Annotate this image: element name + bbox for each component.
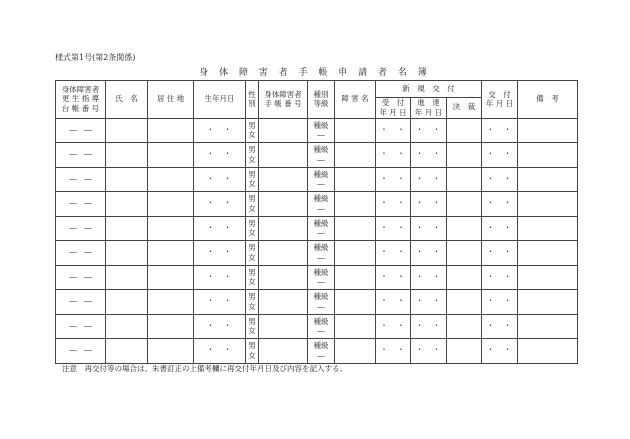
issued-date-cell[interactable]: ・ ・ [482,290,518,315]
decision-cell[interactable] [447,192,482,217]
grade-level-dash: ― [317,203,325,213]
header-decision: 決 裁 [447,98,482,119]
female-option[interactable]: 女 [248,252,256,262]
ledger-cell[interactable]: ― ― [56,241,106,266]
ledger-cell[interactable]: ― ― [56,143,106,168]
applicant-register-table [55,80,578,364]
remarks-cell[interactable] [518,143,578,168]
address-cell[interactable] [148,143,194,168]
dispatched-date-cell[interactable]: ・ ・ [411,216,447,241]
handbook-number-cell[interactable] [259,314,308,339]
grade-level-dash: ― [317,277,325,287]
sex-cell [246,339,259,364]
dispatched-date-cell[interactable]: ・ ・ [411,241,447,266]
table-row [56,339,578,364]
header-new-issue: 新 規 交 付 [376,81,482,98]
disability-cell[interactable] [335,216,376,241]
grade-cell [308,241,335,266]
received-date-cell[interactable]: ・ ・ [376,339,411,364]
ledger-cell[interactable]: ― ― [56,339,106,364]
table-row [56,192,578,217]
male-option[interactable]: 男 [248,341,256,351]
female-option[interactable]: 女 [248,203,256,213]
dispatched-date-cell[interactable]: ・ ・ [411,143,447,168]
handbook-number-cell[interactable] [259,265,308,290]
table-row [56,216,578,241]
address-cell[interactable] [148,265,194,290]
disability-cell[interactable] [335,143,376,168]
disability-cell[interactable] [335,339,376,364]
disability-cell[interactable] [335,192,376,217]
header-birthdate: 生年月日 [194,81,246,119]
address-cell[interactable] [148,339,194,364]
address-cell[interactable] [148,192,194,217]
sex-cell [246,241,259,266]
page-title: 身 体 障 害 者 手 帳 申 請 者 名 簿 [199,68,431,78]
grade-cell [308,118,335,143]
table-row [56,118,578,143]
female-option[interactable]: 女 [248,179,256,189]
birthdate-cell[interactable]: ・ ・ [194,314,246,339]
issued-date-cell[interactable]: ・ ・ [482,192,518,217]
disability-cell[interactable] [335,290,376,315]
handbook-number-cell[interactable] [259,167,308,192]
issued-date-cell[interactable]: ・ ・ [482,339,518,364]
name-cell[interactable] [106,339,148,364]
ledger-cell[interactable]: ― ― [56,118,106,143]
female-option[interactable]: 女 [248,326,256,336]
disability-cell[interactable] [335,241,376,266]
name-cell[interactable] [106,241,148,266]
grade-level-dash: ― [317,154,325,164]
ledger-cell[interactable]: ― ― [56,265,106,290]
name-cell[interactable] [106,216,148,241]
ledger-cell[interactable]: ― ― [56,192,106,217]
grade-level-dash: ― [317,130,325,140]
grade-level-dash: ― [317,179,325,189]
grade-cell [308,265,335,290]
remarks-cell[interactable] [518,216,578,241]
grade-cell [308,143,335,168]
sex-cell [246,167,259,192]
table-row [56,314,578,339]
male-option[interactable]: 男 [248,120,256,130]
header-name: 氏 名 [106,81,148,119]
remarks-cell[interactable] [518,265,578,290]
received-date-cell[interactable]: ・ ・ [376,290,411,315]
table-row [56,241,578,266]
dispatched-date-cell[interactable]: ・ ・ [411,118,447,143]
grade-cell [308,290,335,315]
sex-cell [246,192,259,217]
dispatched-date-cell[interactable]: ・ ・ [411,192,447,217]
dispatched-date-cell[interactable]: ・ ・ [411,339,447,364]
male-option[interactable]: 男 [248,316,256,326]
decision-cell[interactable] [447,290,482,315]
received-date-cell[interactable]: ・ ・ [376,143,411,168]
table-row [56,290,578,315]
handbook-number-cell[interactable] [259,290,308,315]
female-option[interactable]: 女 [248,130,256,140]
grade-cell [308,314,335,339]
remarks-cell[interactable] [518,314,578,339]
grade-type-label: 種級 [313,267,329,277]
header-address: 居 住 地 [148,81,194,119]
handbook-number-cell[interactable] [259,339,308,364]
sex-cell [246,290,259,315]
dispatched-date-cell[interactable]: ・ ・ [411,314,447,339]
issued-date-cell[interactable]: ・ ・ [482,118,518,143]
received-date-cell[interactable]: ・ ・ [376,265,411,290]
grade-cell [308,192,335,217]
disability-cell[interactable] [335,314,376,339]
grade-type-label: 種級 [313,316,329,326]
ledger-cell[interactable]: ― ― [56,290,106,315]
male-option[interactable]: 男 [248,169,256,179]
female-option[interactable]: 女 [248,277,256,287]
address-cell[interactable] [148,216,194,241]
decision-cell[interactable] [447,241,482,266]
table-row [56,143,578,168]
male-option[interactable]: 男 [248,145,256,155]
decision-cell[interactable] [447,216,482,241]
birthdate-cell[interactable]: ・ ・ [194,118,246,143]
grade-cell [308,167,335,192]
decision-cell[interactable] [447,265,482,290]
name-cell[interactable] [106,167,148,192]
issued-date-cell[interactable]: ・ ・ [482,216,518,241]
header-grade: 種別 等級 [308,81,335,119]
address-cell[interactable] [148,290,194,315]
handbook-number-cell[interactable] [259,143,308,168]
received-date-cell[interactable]: ・ ・ [376,167,411,192]
name-cell[interactable] [106,118,148,143]
birthdate-cell[interactable]: ・ ・ [194,265,246,290]
male-option[interactable]: 男 [248,194,256,204]
grade-type-label: 種級 [313,341,329,351]
grade-type-label: 種級 [313,218,329,228]
disability-cell[interactable] [335,167,376,192]
male-option[interactable]: 男 [248,218,256,228]
grade-type-label: 種級 [313,194,329,204]
handbook-number-cell[interactable] [259,118,308,143]
female-option[interactable]: 女 [248,228,256,238]
ledger-cell[interactable]: ― ― [56,314,106,339]
header-remarks: 備 考 [518,81,578,119]
decision-cell[interactable] [447,118,482,143]
header-issued-date: 交 付 年 月 日 [482,81,518,119]
remarks-cell[interactable] [518,290,578,315]
male-option[interactable]: 男 [248,292,256,302]
register-rows [56,118,578,363]
birthdate-cell[interactable]: ・ ・ [194,290,246,315]
birthdate-cell[interactable]: ・ ・ [194,241,246,266]
header-disability-name: 障 害 名 [335,81,376,119]
sex-cell [246,143,259,168]
received-date-cell[interactable]: ・ ・ [376,314,411,339]
decision-cell[interactable] [447,314,482,339]
received-date-cell[interactable]: ・ ・ [376,192,411,217]
table-row [56,265,578,290]
remarks-cell[interactable] [518,339,578,364]
issued-date-cell[interactable]: ・ ・ [482,265,518,290]
birthdate-cell[interactable]: ・ ・ [194,216,246,241]
name-cell[interactable] [106,290,148,315]
grade-type-label: 種級 [313,243,329,253]
dispatched-date-cell[interactable]: ・ ・ [411,167,447,192]
address-cell[interactable] [148,118,194,143]
decision-cell[interactable] [447,143,482,168]
disability-cell[interactable] [335,265,376,290]
disability-cell[interactable] [335,118,376,143]
grade-type-label: 種級 [313,169,329,179]
decision-cell[interactable] [447,339,482,364]
birthdate-cell[interactable]: ・ ・ [194,339,246,364]
birthdate-cell[interactable]: ・ ・ [194,167,246,192]
sex-cell [246,216,259,241]
grade-level-dash: ― [317,301,325,311]
address-cell[interactable] [148,314,194,339]
ledger-cell[interactable]: ― ― [56,216,106,241]
header-sex: 性 別 [246,81,259,119]
handbook-number-cell[interactable] [259,192,308,217]
male-option[interactable]: 男 [248,267,256,277]
grade-level-dash: ― [317,350,325,360]
sex-cell [246,314,259,339]
grade-cell [308,216,335,241]
sex-cell [246,265,259,290]
received-date-cell[interactable]: ・ ・ [376,118,411,143]
form-number-label: 様式第1号(第2条関係) [55,53,136,62]
ledger-cell[interactable]: ― ― [56,167,106,192]
female-option[interactable]: 女 [248,301,256,311]
address-cell[interactable] [148,167,194,192]
remarks-cell[interactable] [518,192,578,217]
remarks-cell[interactable] [518,241,578,266]
dispatched-date-cell[interactable]: ・ ・ [411,290,447,315]
grade-level-dash: ― [317,228,325,238]
header-handbook-number: 身体障害者 手 帳 番 号 [259,81,308,119]
issued-date-cell[interactable]: ・ ・ [482,314,518,339]
header-dispatched-date: 進 達 年 月 日 [411,98,447,119]
remarks-cell[interactable] [518,167,578,192]
header-received-date: 受 付 年 月 日 [376,98,411,119]
handbook-number-cell[interactable] [259,241,308,266]
received-date-cell[interactable]: ・ ・ [376,241,411,266]
decision-cell[interactable] [447,167,482,192]
grade-level-dash: ― [317,252,325,262]
sex-cell [246,118,259,143]
header-ledger-number: 身体障害者 更 生 指 導 台 帳 番 号 [56,81,106,119]
remarks-cell[interactable] [518,118,578,143]
female-option[interactable]: 女 [248,350,256,360]
birthdate-cell[interactable]: ・ ・ [194,143,246,168]
address-cell[interactable] [148,241,194,266]
grade-type-label: 種級 [313,145,329,155]
grade-level-dash: ― [317,326,325,336]
table-row [56,167,578,192]
grade-cell [308,339,335,364]
name-cell[interactable] [106,314,148,339]
grade-type-label: 種級 [313,292,329,302]
grade-type-label: 種級 [313,120,329,130]
dispatched-date-cell[interactable]: ・ ・ [411,265,447,290]
received-date-cell[interactable]: ・ ・ [376,216,411,241]
name-cell[interactable] [106,192,148,217]
birthdate-cell[interactable]: ・ ・ [194,192,246,217]
handbook-number-cell[interactable] [259,216,308,241]
male-option[interactable]: 男 [248,243,256,253]
issued-date-cell[interactable]: ・ ・ [482,241,518,266]
issued-date-cell[interactable]: ・ ・ [482,143,518,168]
name-cell[interactable] [106,143,148,168]
footer-note: 注意 再交付等の場合は、朱書訂正の上備考欄に再交付年月日及び内容を記入する。 [62,364,347,373]
name-cell[interactable] [106,265,148,290]
female-option[interactable]: 女 [248,154,256,164]
issued-date-cell[interactable]: ・ ・ [482,167,518,192]
